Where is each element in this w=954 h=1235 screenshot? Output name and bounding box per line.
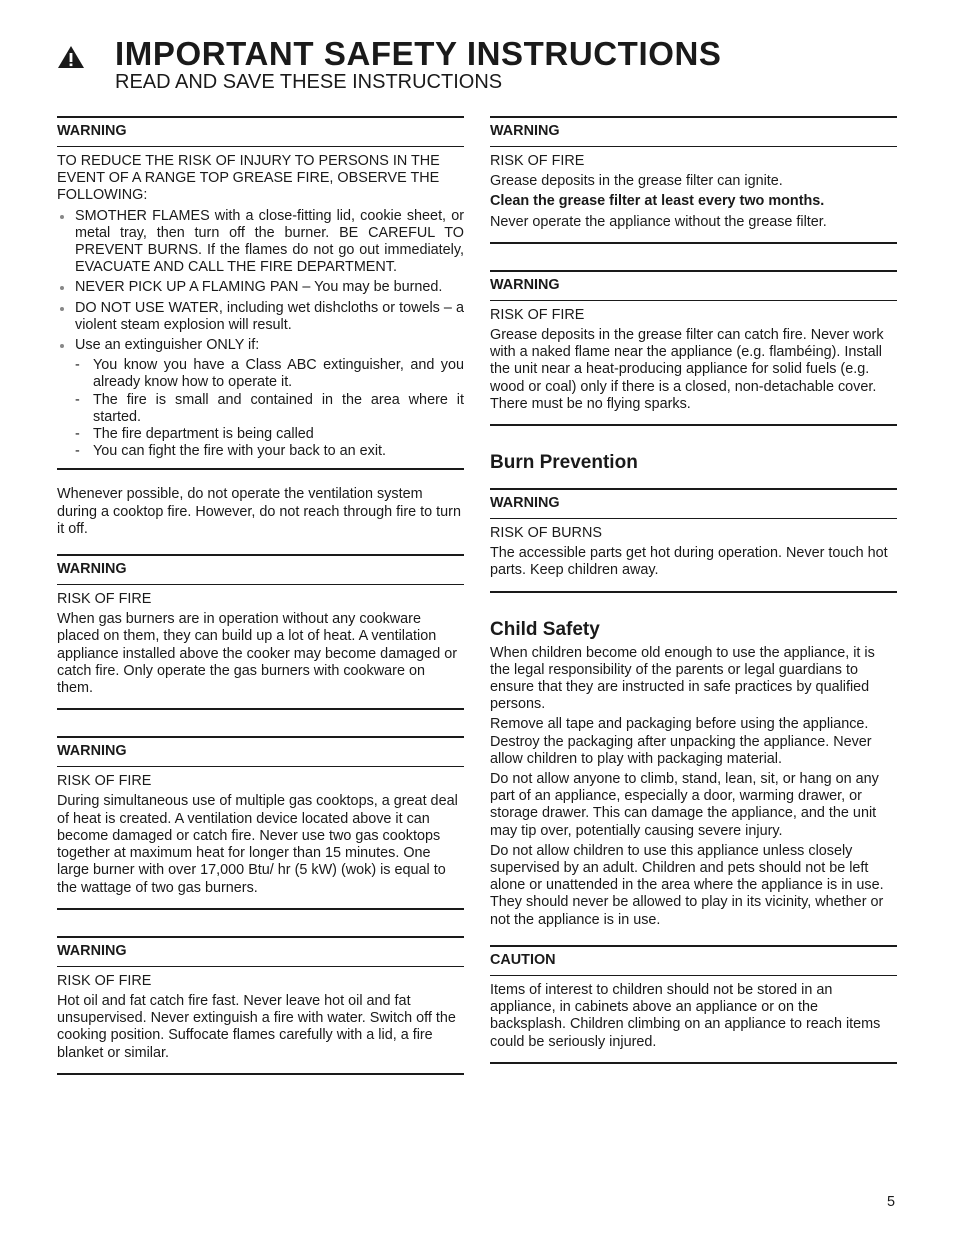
warning-box-burns — [490, 488, 897, 593]
page-subtitle: READ AND SAVE THESE INSTRUCTIONS — [115, 71, 503, 93]
risk-label: RISK OF FIRE — [57, 972, 152, 989]
warning-box-naked-flame — [490, 270, 897, 426]
warning-heading: WARNING — [57, 118, 464, 147]
child-safety-paragraph: When children become old enough to use the appliance, it is the legal responsibility of the parents or legal guardians to ensure that they are instructed in safe practices by qualified persons. — [490, 644, 875, 713]
warning-intro: TO REDUCE THE RISK OF INJURY TO PERSONS IN THE EVENT OF A RANGE TOP GREASE FIRE, OBSERVE THE FOLLOWING: — [57, 153, 440, 204]
left-column — [57, 116, 464, 1075]
warning-bold-text: Clean the grease filter at least every two months. — [490, 193, 825, 210]
page-title: IMPORTANT SAFETY INSTRUCTIONS — [115, 35, 722, 72]
dash-item: - The fire department is being called — [75, 426, 464, 443]
warning-text: When gas burners are in operation without any cookware placed on them, they can build up a lot of heat. A ventilation appliance installed above the cooker may become damaged or catch fire. Only operate the gas burners with cookware on them. — [57, 611, 457, 697]
warning-heading: WARNING — [490, 118, 897, 147]
extinguisher-conditions-list — [57, 357, 464, 460]
risk-label: RISK OF FIRE — [57, 773, 152, 790]
child-safety-paragraph: Remove all tape and packaging before using the appliance. Destroy the packaging after unpacking the appliance. Never allow children to play with packaging material. — [490, 716, 872, 767]
warning-text: During simultaneous use of multiple gas cooktops, a great deal of heat is created. A ventilation device located above it can become damaged or catch fire. Never use two gas cooktops together at maximum heat for longer than 15 minutes. One large burner with over 17,000 Btu/ hr (5 kW) (wok) is equal to the wattage of two gas burners. — [57, 793, 458, 896]
warning-heading: WARNING — [490, 272, 897, 301]
right-column — [490, 116, 897, 1064]
bullet-item — [57, 337, 464, 354]
warning-text: Never operate the appliance without the grease filter. — [490, 213, 827, 230]
risk-label: RISK OF FIRE — [490, 306, 585, 323]
warning-heading: WARNING — [57, 738, 464, 767]
risk-label: RISK OF FIRE — [57, 591, 152, 608]
warning-heading: WARNING — [57, 938, 464, 967]
child-safety-paragraph: Do not allow children to use this appliance unless closely supervised by an adult. Children and pets should not be left alone or unattended in the area where the appliance is in use. They should never be allowed to play in its vicinity, whether or not the appliance is in use. — [490, 842, 884, 928]
risk-label: RISK OF BURNS — [490, 525, 602, 542]
child-safety-title: Child Safety — [490, 618, 600, 640]
warning-box-multiple-cooktops — [57, 736, 464, 909]
bullet-item: DO NOT USE WATER, including wet dishcloths or towels – a violent steam explosion will result. — [57, 300, 464, 334]
warning-heading: WARNING — [57, 556, 464, 585]
warning-text: Grease deposits in the grease filter can catch fire. Never work with a naked flame near the appliance (e.g. flambéing). Install the unit near a heat-producing appliance for solid fuels (e.g. wood or coal) only if there is a closed, non-detachable cover. There must be no flying sparks. — [490, 327, 884, 412]
ventilation-note: Whenever possible, do not operate the ventilation system during a cooktop fire. However, do not reach through fire to turn it off. — [57, 486, 461, 537]
page-number: 5 — [887, 1194, 896, 1210]
risk-label: RISK OF FIRE — [490, 153, 585, 169]
bullet-item: SMOTHER FLAMES with a close-fitting lid, cookie sheet, or metal tray, then turn off the burner. BE CAREFUL TO PREVENT BURNS. If the flames do not go out immediately, EVACUATE AND CALL THE FIRE DEPARTMENT. — [57, 208, 464, 277]
dash-item: - You can fight the fire with your back to an exit. — [75, 443, 464, 460]
child-safety-paragraph: Do not allow anyone to climb, stand, lean, sit, or hang on any part of an appliance, especially a door, warming drawer, or storage drawer. This can damage the appliance, and the unit may tip over, potentially causing severe injury. — [490, 771, 879, 839]
warning-text: Hot oil and fat catch fire fast. Never leave hot oil and fat unsupervised. Never extinguish a fire with water. Switch off the cooking position. Suffocate flames carefully with a lid, a fire blanket or similar. — [57, 992, 456, 1061]
warning-heading: WARNING — [490, 490, 897, 519]
grease-fire-warning-box — [57, 116, 464, 470]
warning-box-grease-filter — [490, 116, 897, 244]
dash-item: - The fire is small and contained in the area where it started. — [75, 392, 464, 426]
warning-text: The accessible parts get hot during operation. Never touch hot parts. Keep children away. — [490, 545, 888, 579]
bullet-list — [57, 208, 464, 355]
warning-text: Grease deposits in the grease filter can ignite. — [490, 173, 783, 190]
burn-prevention-title: Burn Prevention — [490, 452, 638, 474]
dash-item: - You know you have a Class ABC extinguisher, and you already know how to operate it. — [75, 357, 464, 391]
bullet-text: Use an extinguisher ONLY if: — [75, 337, 260, 354]
caution-heading: CAUTION — [490, 947, 897, 976]
warning-triangle-icon — [57, 45, 85, 69]
caution-box — [490, 945, 897, 1064]
warning-box-hot-oil — [57, 936, 464, 1075]
warning-box-burners — [57, 554, 464, 710]
caution-text: Items of interest to children should not be stored in an appliance, in cabinets above an appliance or on the backsplash. Children climbing on an appliance to reach items could be seriously injured. — [490, 981, 881, 1050]
bullet-item: NEVER PICK UP A FLAMING PAN – You may be burned. — [57, 279, 464, 296]
